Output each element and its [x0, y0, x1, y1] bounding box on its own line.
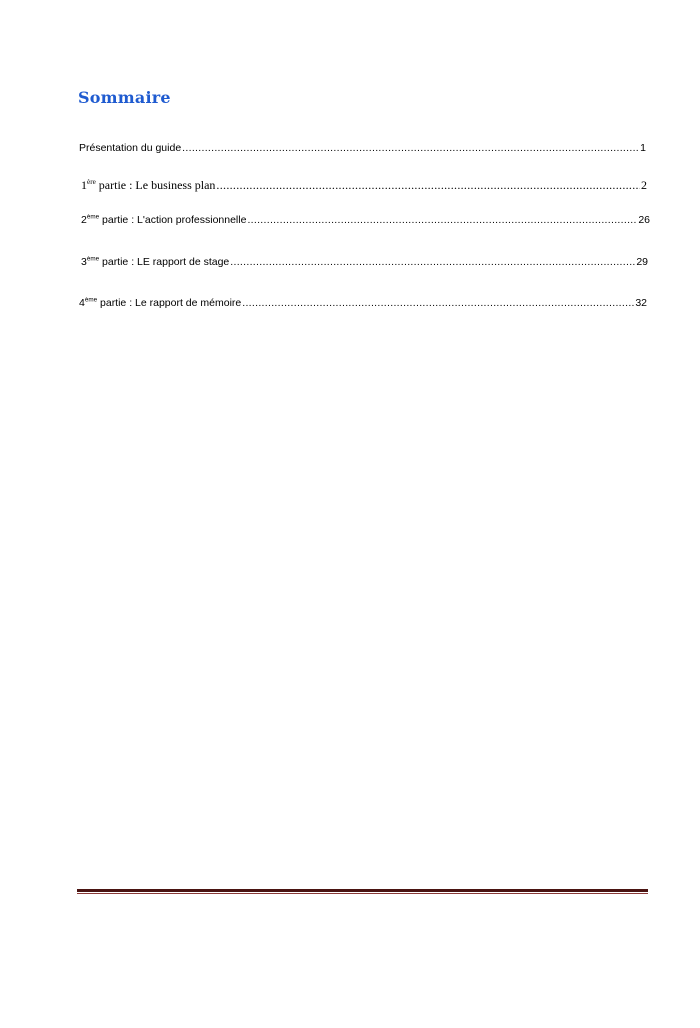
toc-page-number: 29	[636, 256, 648, 268]
toc-page-number: 32	[635, 297, 647, 309]
page-title: Sommaire	[78, 88, 171, 107]
toc-leader-dots	[242, 297, 634, 309]
footer-divider	[77, 889, 648, 892]
toc-entry-label: 1ère partie : Le business plan	[81, 178, 216, 192]
toc-entry-label: 3ème partie : LE rapport de stage	[81, 255, 230, 268]
toc-entry-partie-1[interactable]	[81, 178, 647, 193]
toc-leader-dots	[216, 178, 640, 193]
toc-entry-presentation[interactable]	[79, 142, 646, 154]
toc-page-number: 1	[640, 142, 646, 154]
toc-entry-partie-3[interactable]	[81, 256, 648, 268]
toc-leader-dots	[247, 214, 637, 226]
toc-entry-label: Présentation du guide	[79, 142, 182, 154]
toc-entry-partie-2[interactable]	[81, 214, 650, 226]
toc-page-number: 26	[638, 214, 650, 226]
toc-page-number: 2	[641, 178, 647, 192]
toc-leader-dots	[182, 142, 639, 154]
toc-entry-label: 2ème partie : L'action professionnelle	[81, 213, 247, 226]
footer-divider-thin	[77, 893, 648, 894]
toc-entry-partie-4[interactable]	[79, 297, 647, 309]
toc-entry-label: 4ème partie : Le rapport de mémoire	[79, 296, 242, 309]
toc-leader-dots	[230, 256, 635, 268]
